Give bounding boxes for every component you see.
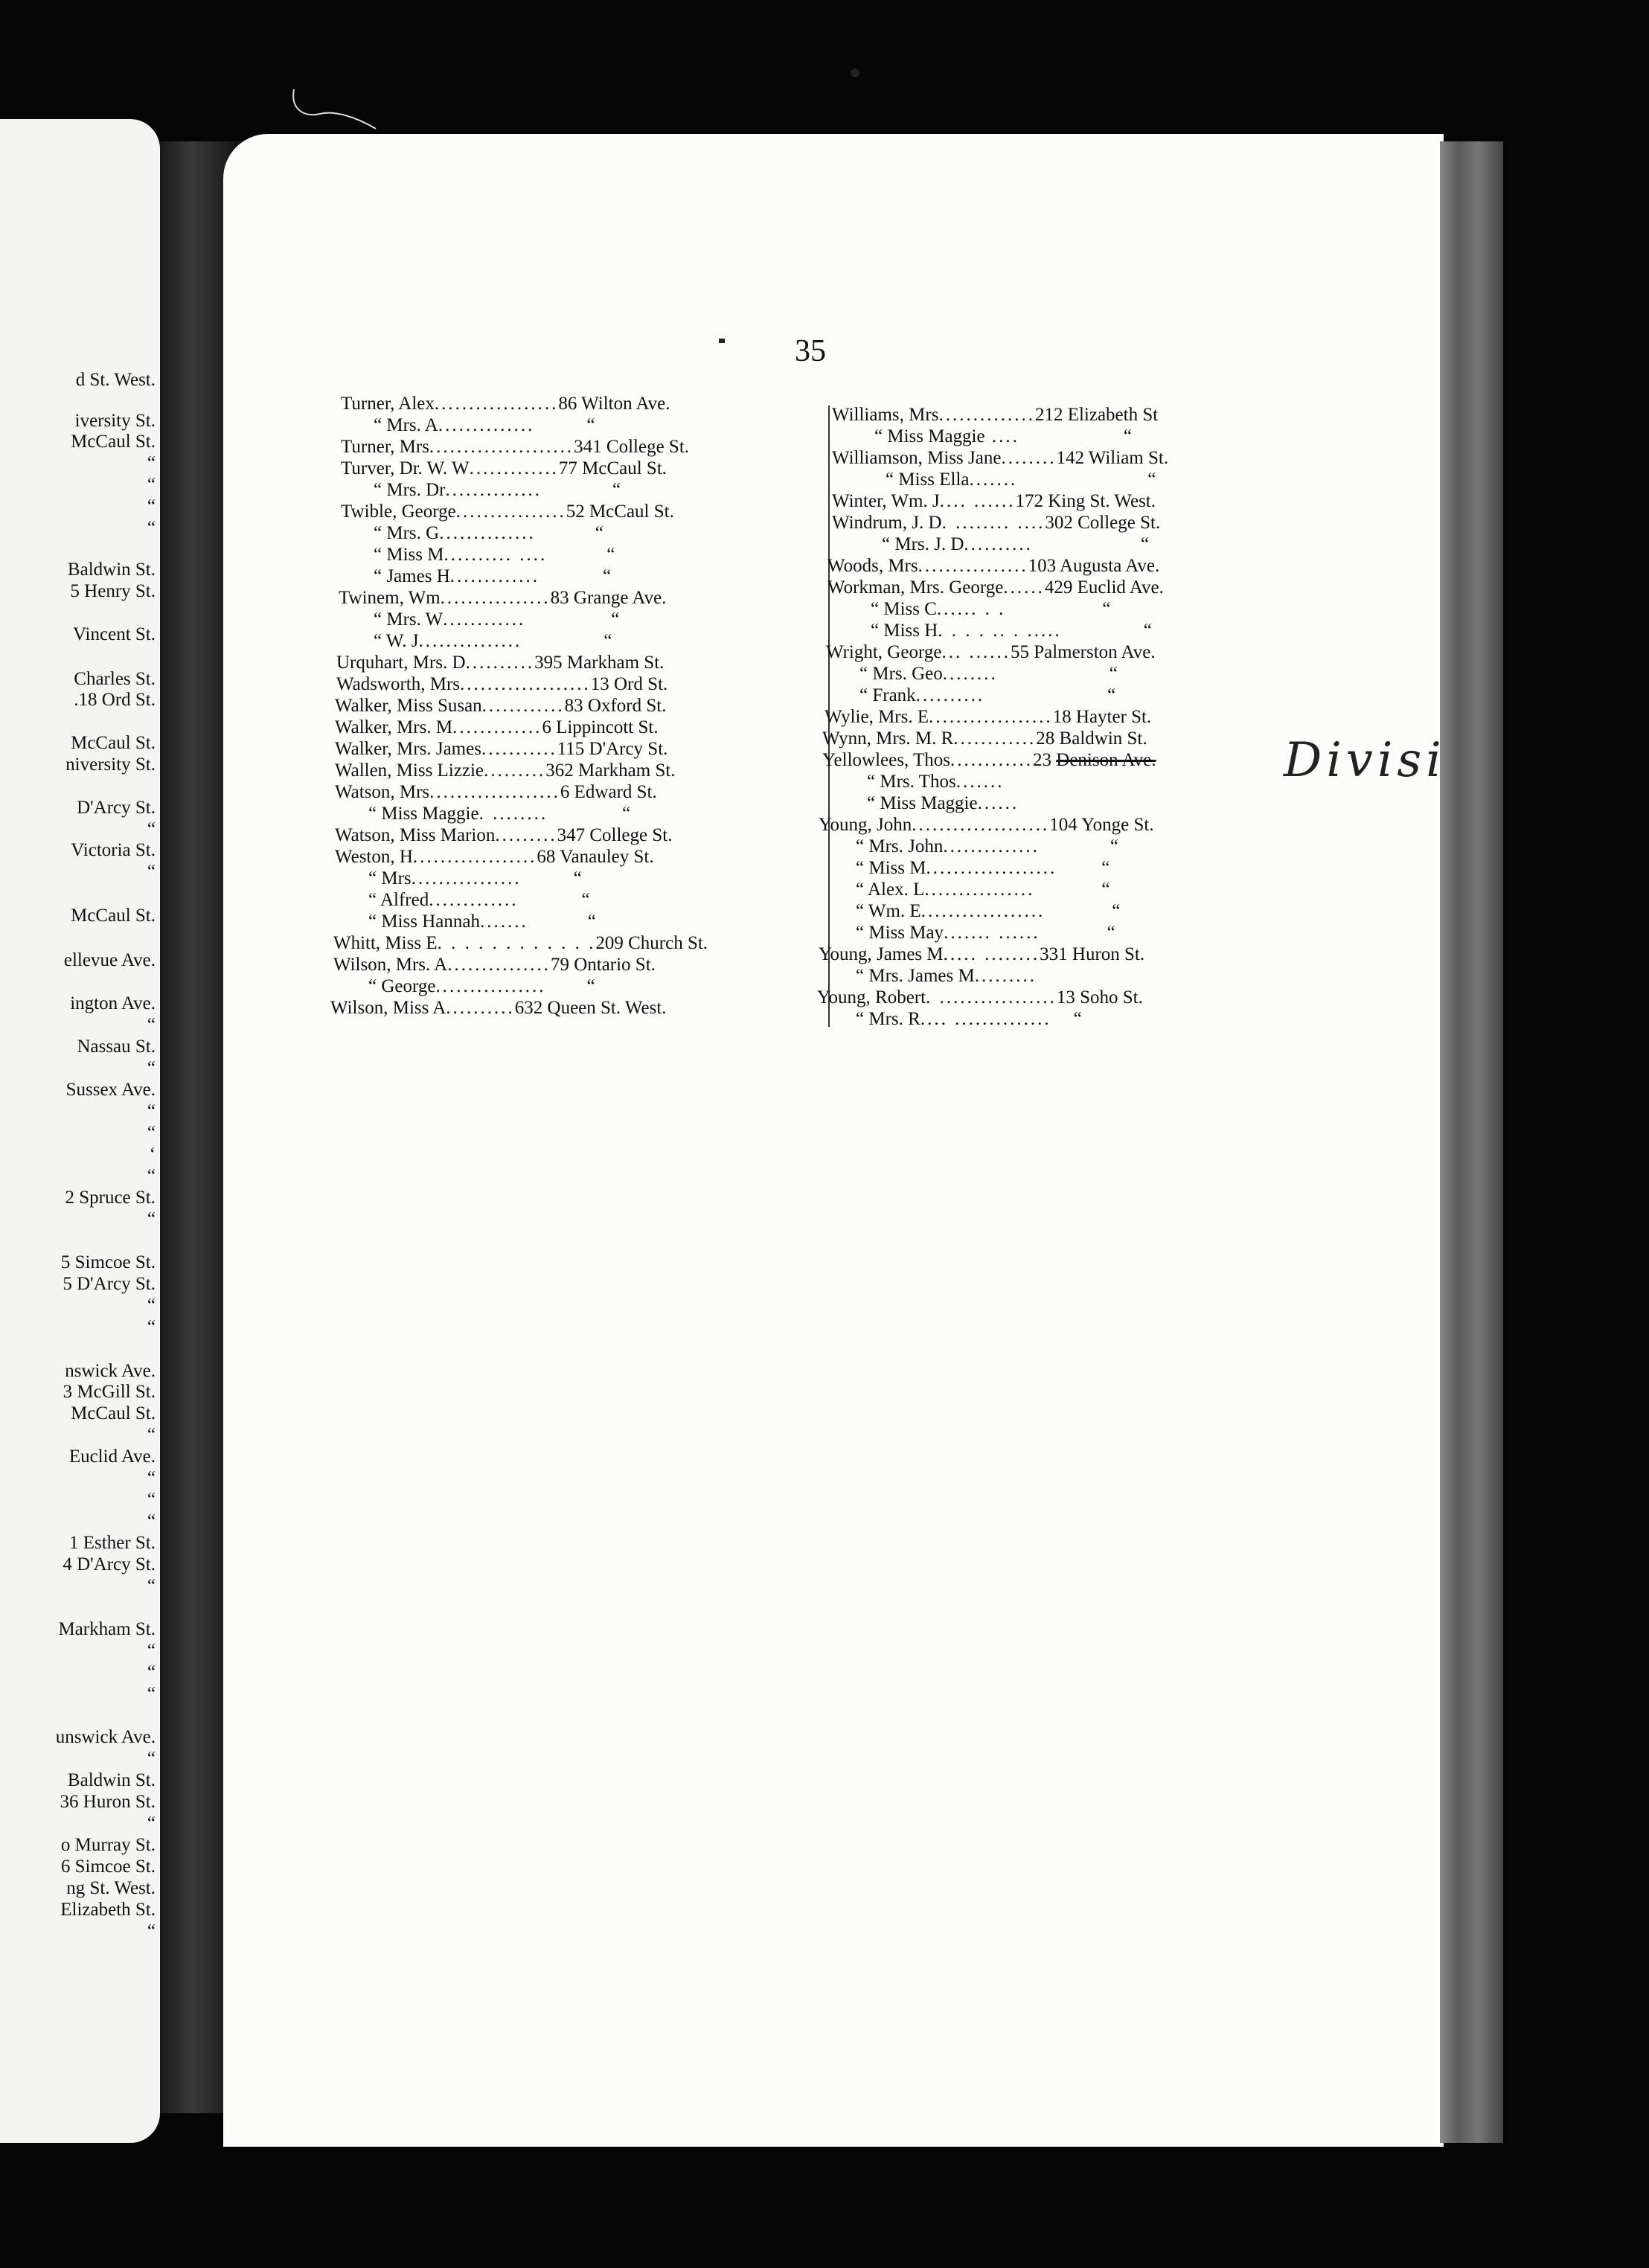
page-number: 35 <box>795 334 826 368</box>
entry-name: “ Miss M <box>856 858 926 878</box>
left-fragment: “ <box>147 496 156 516</box>
entry-leader: ................ <box>924 880 1035 900</box>
entry-name: Weston, H <box>335 847 413 867</box>
entry-leader: ........ <box>942 664 998 684</box>
left-fragment: “ <box>147 1749 156 1769</box>
entry-name: “ Miss Maggie <box>874 426 985 446</box>
entry-address: 13 Soho St. <box>1056 987 1143 1008</box>
left-fragment: Baldwin St. <box>67 1770 156 1790</box>
entry-name: Turver, Dr. W. W <box>341 458 470 478</box>
directory-entry <box>827 557 1159 575</box>
left-fragment: nswick Ave. <box>65 1361 156 1381</box>
directory-entry <box>374 545 615 564</box>
directory-entry <box>368 977 595 996</box>
directory-entry <box>822 751 1156 769</box>
left-fragment: “ <box>147 475 156 495</box>
left-fragment: Nassau St. <box>77 1037 156 1057</box>
entry-leader: .......... .... <box>444 545 548 565</box>
entry-leader: . ........ .... <box>941 513 1046 533</box>
left-fragment: “ <box>147 1468 156 1488</box>
entry-leader: . ........ <box>478 804 548 824</box>
entry-name: Wright, George <box>826 642 942 662</box>
entry-name: “ Wm. E <box>856 901 921 921</box>
directory-entry <box>341 438 689 456</box>
entry-name: Watson, Miss Marion <box>335 825 496 845</box>
entry-name: “ Mrs. W <box>374 609 444 630</box>
left-fragment: “ <box>147 1813 156 1833</box>
left-fragment: Sussex Ave. <box>65 1080 156 1100</box>
entry-name: “ Miss Maggie <box>368 804 479 824</box>
entry-address: “ <box>1147 470 1156 490</box>
handwritten-correction: Divisi <box>1284 733 1446 788</box>
directory-entry <box>333 955 656 974</box>
left-fragment: “ <box>147 1166 156 1186</box>
directory-entry <box>886 470 1156 489</box>
entry-name: Walker, Mrs. M <box>335 717 453 737</box>
entry-leader: .................... <box>912 815 1050 835</box>
entry-address: “ <box>612 480 621 500</box>
entry-name: “ Alfred <box>368 890 429 910</box>
entry-leader: ............ <box>481 696 565 716</box>
entry-name: “ Miss Maggie <box>867 793 978 813</box>
entry-address: “ <box>1101 858 1110 878</box>
left-fragment: “ <box>147 1576 156 1596</box>
entry-leader: ......... <box>484 760 546 781</box>
entry-address: 6 Lippincott St. <box>542 717 659 737</box>
entry-address: 347 College St. <box>557 825 673 845</box>
left-fragment: “ <box>147 1662 156 1682</box>
entry-leader: .................. <box>434 394 559 414</box>
directory-entry <box>368 912 596 931</box>
entry-leader: ............. <box>469 458 559 478</box>
entry-leader: .................. <box>920 901 1046 921</box>
entry-address: “ <box>1110 836 1118 856</box>
entry-address: 142 Wiliam St. <box>1056 448 1169 468</box>
entry-address: “ <box>1143 621 1152 641</box>
entry-address: 395 Markham St. <box>534 653 665 673</box>
entry-leader: ............... <box>418 631 522 651</box>
entry-name: Wylie, Mrs. E <box>824 707 929 727</box>
left-fragment: Vincent St. <box>73 624 156 644</box>
left-fragment: 3 McGill St. <box>63 1382 156 1402</box>
directory-entry <box>335 761 676 780</box>
entry-leader: .... <box>984 426 1019 446</box>
entry-name: Urquhart, Mrs. D <box>336 653 466 673</box>
directory-entry <box>368 869 582 888</box>
left-fragment: “ <box>147 453 156 473</box>
directory-entry <box>339 589 666 607</box>
directory-entry <box>341 502 674 521</box>
entry-address: 28 Baldwin St. <box>1036 728 1147 749</box>
directory-entry <box>333 934 708 952</box>
entry-leader: ................ <box>918 556 1028 576</box>
left-fragment: “ <box>147 1209 156 1229</box>
left-fragment: 4 D'Arcy St. <box>63 1554 156 1575</box>
directory-entry <box>832 406 1158 424</box>
entry-address: “ <box>595 523 603 543</box>
entry-leader: . ................. <box>926 987 1057 1008</box>
entry-address: “ <box>603 566 612 586</box>
entry-name: “ Miss M <box>374 545 444 565</box>
directory-entry <box>856 923 1115 942</box>
entry-name: Workman, Mrs. George <box>827 577 1004 598</box>
directory-entry <box>826 643 1156 662</box>
directory-entry <box>374 610 619 629</box>
left-fragment: “ <box>147 1015 156 1035</box>
entry-leader: .......... <box>446 998 515 1018</box>
entry-leader: ...... <box>977 793 1019 813</box>
left-fragment: ‘ <box>149 1144 156 1165</box>
entry-address: “ <box>1112 901 1121 921</box>
directory-entry <box>368 804 630 823</box>
entry-name: “ W. J <box>374 631 419 651</box>
entry-name: “ Miss Hannah <box>368 912 480 932</box>
entry-leader: ............. <box>449 566 539 586</box>
left-fragment: 2 Spruce St. <box>65 1188 156 1208</box>
entry-address: 429 Euclid Ave. <box>1044 577 1164 598</box>
entry-leader: ......... <box>974 966 1037 986</box>
entry-name: Woods, Mrs <box>827 556 918 576</box>
left-fragment: 5 Henry St. <box>70 581 156 601</box>
entry-address: 6 Edward St. <box>560 782 657 802</box>
entry-name: “ Mrs. Dr <box>374 480 446 500</box>
entry-leader: ........ <box>1001 448 1057 468</box>
entry-address: 68 Vanauley St. <box>537 847 654 867</box>
directory-entry <box>832 449 1168 467</box>
left-fragment: “ <box>147 518 156 538</box>
entry-name: Wilson, Mrs. A <box>333 955 448 975</box>
directory-entry <box>832 492 1156 510</box>
left-fragment: iversity St. <box>74 411 156 431</box>
entry-leader: ......... <box>495 825 557 845</box>
entry-address: 632 Queen St. West. <box>514 998 667 1018</box>
directory-entry <box>330 999 667 1017</box>
entry-name: “ Miss Ella <box>886 470 970 490</box>
directory-entry <box>824 708 1151 726</box>
directory-entry <box>335 718 659 737</box>
left-fragment: McCaul St. <box>71 1403 156 1423</box>
entry-address: 55 Palmerston Ave. <box>1010 642 1156 662</box>
entry-name: “ Mrs. R <box>856 1009 920 1029</box>
left-fragment: ellevue Ave. <box>63 950 156 970</box>
left-fragment: “ <box>147 1921 156 1941</box>
entry-name: Twible, George <box>341 502 456 522</box>
directory-entry <box>856 880 1110 899</box>
entry-address: 52 McCaul St. <box>566 502 674 522</box>
directory-entry <box>335 696 666 715</box>
entry-leader: . . . . .. . ..... <box>938 621 1062 641</box>
entry-leader: ............ <box>950 750 1034 770</box>
entry-leader: ... ...... <box>941 642 1011 662</box>
entry-leader: ....... <box>955 772 1005 792</box>
left-fragment: ington Ave. <box>70 993 156 1013</box>
entry-leader: .......... <box>915 685 985 705</box>
entry-name: “ James H <box>374 566 450 586</box>
entry-name: “ Frank <box>859 685 916 705</box>
directory-entry <box>822 729 1147 748</box>
entry-leader: . . . . . . . . . . . . <box>437 933 596 953</box>
entry-address: “ <box>586 976 595 996</box>
left-fragment: D'Arcy St. <box>77 798 156 818</box>
entry-name: Whitt, Miss E <box>333 933 438 953</box>
entry-leader: .............. <box>938 405 1035 425</box>
directory-entry <box>871 621 1152 640</box>
entry-leader: ................ <box>411 868 522 888</box>
entry-name: “ Mrs. G <box>374 523 440 543</box>
left-fragment: .18 Ord St. <box>74 690 156 710</box>
entry-name: “ Mrs. Geo <box>859 664 943 684</box>
left-fragment: unswick Ave. <box>55 1727 156 1747</box>
entry-leader: ....... <box>969 470 1018 490</box>
entry-leader: ................ <box>455 502 566 522</box>
directory-entry <box>374 632 612 650</box>
entry-leader: .... ...... <box>939 491 1016 511</box>
entry-name: Williamson, Miss Jane <box>832 448 1002 468</box>
directory-entry <box>341 459 667 478</box>
left-fragment: Elizabeth St. <box>60 1900 156 1920</box>
entry-name: Turner, Mrs <box>341 437 429 457</box>
entry-address: 331 Huron St. <box>1040 944 1145 964</box>
entry-address: “ <box>1102 599 1111 619</box>
entry-address: “ <box>587 912 596 932</box>
entry-name: “ Miss C <box>871 599 937 619</box>
entry-leader: .......... <box>964 534 1033 554</box>
directory-entry <box>856 902 1120 920</box>
entry-name: “ George <box>368 976 436 996</box>
entry-address: 341 College St. <box>574 437 690 457</box>
entry-address: “ <box>622 804 631 824</box>
left-fragment: 5 D'Arcy St. <box>63 1274 156 1294</box>
left-fragment: “ <box>147 1317 156 1337</box>
ink-spot <box>851 68 859 77</box>
entry-name: Young, John <box>819 815 912 835</box>
directory-entry <box>335 740 667 758</box>
entry-leader: .............. <box>445 480 542 500</box>
directory-entry <box>335 783 657 801</box>
left-fragment: “ <box>147 1684 156 1704</box>
entry-address: 83 Oxford St. <box>564 696 667 716</box>
left-fragment: McCaul St. <box>71 906 156 926</box>
left-fragment: “ <box>147 1425 156 1445</box>
entry-name: Wilson, Miss A <box>330 998 446 1018</box>
left-fragment: niversity St. <box>65 755 156 775</box>
entry-address: 86 Wilton Ave. <box>558 394 670 414</box>
left-page <box>0 119 160 2143</box>
right-page <box>223 134 1444 2147</box>
entry-leader: .................. <box>412 847 537 867</box>
left-fragment: d St. West. <box>75 370 156 390</box>
entry-address: “ <box>611 609 620 630</box>
entry-address: 212 Elizabeth St <box>1034 405 1159 425</box>
left-fragment: Euclid Ave. <box>68 1447 156 1467</box>
directory-entry <box>374 524 603 542</box>
entry-name: Young, Robert <box>817 987 926 1008</box>
directory-entry <box>867 772 1004 791</box>
entry-address: “ <box>581 890 590 910</box>
ink-spot <box>719 339 725 343</box>
entry-name: “ Mrs. John <box>856 836 944 856</box>
entry-name: “ Miss May <box>856 923 944 943</box>
entry-name: Walker, Mrs. James <box>335 739 481 759</box>
struck-address: Denison Ave. <box>1056 750 1156 770</box>
directory-entry <box>341 394 670 413</box>
entry-address: “ <box>1107 923 1115 943</box>
entry-name: “ Mrs. A <box>374 415 438 435</box>
entry-address: 23 <box>1033 750 1052 770</box>
directory-entry <box>819 816 1154 834</box>
entry-leader: ..... ........ <box>943 944 1040 964</box>
entry-name: Watson, Mrs <box>335 782 430 802</box>
left-fragment: “ <box>147 1641 156 1661</box>
entry-leader: ................ <box>435 976 546 996</box>
entry-leader: ................ <box>440 588 551 608</box>
directory-entry <box>817 988 1143 1007</box>
entry-leader: ........... <box>481 739 557 759</box>
directory-entry <box>368 891 590 909</box>
directory-entry <box>871 600 1111 618</box>
entry-address: “ <box>1123 426 1132 446</box>
entry-address: “ <box>1140 534 1150 554</box>
entry-leader: ............ <box>953 728 1037 749</box>
left-fragment: 6 Simcoe St. <box>60 1857 156 1877</box>
entry-leader: .......... <box>465 653 535 673</box>
entry-name: Wallen, Miss Lizzie <box>335 760 484 781</box>
directory-entry <box>856 859 1110 877</box>
entry-address: “ <box>586 415 595 435</box>
directory-entry <box>832 513 1160 532</box>
left-fragment: McCaul St. <box>71 432 156 452</box>
entry-leader: ................... <box>429 782 560 802</box>
left-fragment: Charles St. <box>74 669 156 689</box>
directory-entry <box>335 826 672 845</box>
entry-leader: ............ <box>443 609 526 630</box>
entry-leader: ....... ...... <box>944 923 1040 943</box>
entry-address: “ <box>1101 880 1110 900</box>
entry-address: 13 Ord St. <box>590 674 668 694</box>
entry-name: Windrum, J. D <box>832 513 942 533</box>
entry-address: 172 King St. West. <box>1015 491 1156 511</box>
entry-address: 104 Yonge St. <box>1049 815 1154 835</box>
entry-name: Williams, Mrs <box>832 405 939 425</box>
directory-entry <box>859 664 1118 683</box>
entry-address: 83 Grange Ave. <box>550 588 667 608</box>
left-fragment: “ <box>147 819 156 839</box>
entry-name: Young, James M <box>819 944 944 964</box>
entry-address: 79 Ontario St. <box>550 955 656 975</box>
entry-leader: ............. <box>452 717 542 737</box>
left-fragment: ng St. West. <box>66 1878 156 1898</box>
entry-name: Yellowlees, Thos <box>822 750 951 770</box>
entry-name: “ Alex. L <box>856 880 925 900</box>
left-fragment: 1 Esther St. <box>69 1533 156 1553</box>
entry-address: 362 Markham St. <box>545 760 676 781</box>
directory-entry <box>374 567 611 586</box>
directory-entry <box>874 427 1132 446</box>
entry-leader: .............. <box>439 523 536 543</box>
entry-leader: ..................... <box>429 437 574 457</box>
left-fragment: o Murray St. <box>60 1835 156 1855</box>
entry-name: Wadsworth, Mrs <box>336 674 461 694</box>
entry-address: 77 McCaul St. <box>558 458 667 478</box>
entry-leader: ................... <box>460 674 591 694</box>
directory-entry <box>336 653 664 672</box>
directory-entry <box>867 794 1019 813</box>
entry-name: “ Mrs. J. D <box>882 534 964 554</box>
left-fragment: “ <box>147 1295 156 1316</box>
left-fragment: “ <box>147 862 156 882</box>
page-edge <box>1440 141 1503 2143</box>
entry-address: “ <box>603 631 612 651</box>
entry-name: Twinem, Wm <box>339 588 441 608</box>
left-fragment: 36 Huron St. <box>60 1792 156 1812</box>
left-fragment: “ <box>147 1490 156 1510</box>
left-fragment: Baldwin St. <box>67 560 156 580</box>
left-fragment: “ <box>147 1511 156 1531</box>
directory-entry <box>336 675 667 693</box>
entry-name: Walker, Miss Susan <box>335 696 482 716</box>
entry-address: 115 D'Arcy St. <box>557 739 668 759</box>
entry-address: “ <box>606 545 615 565</box>
left-fragment: Victoria St. <box>71 840 156 860</box>
entry-address: 209 Church St. <box>595 933 708 953</box>
entry-address: 18 Hayter St. <box>1052 707 1152 727</box>
entry-address: “ <box>1109 664 1118 684</box>
left-fragment: “ <box>147 1123 156 1143</box>
entry-name: “ Miss H <box>871 621 938 641</box>
entry-leader: ............... <box>447 955 551 975</box>
directory-entry <box>819 945 1144 964</box>
entry-address: 302 College St. <box>1045 513 1161 533</box>
entry-leader: .............. <box>438 415 535 435</box>
thread-mark <box>275 88 380 132</box>
entry-address: “ <box>573 868 582 888</box>
left-fragment: Markham St. <box>58 1619 156 1639</box>
entry-leader: .... .............. <box>920 1009 1051 1029</box>
entry-address: “ <box>1107 685 1116 705</box>
entry-leader: .............. <box>943 836 1040 856</box>
directory-entry <box>856 967 1037 985</box>
directory-entry <box>882 535 1149 554</box>
entry-leader: ...... <box>1003 577 1045 598</box>
entry-name: Wynn, Mrs. M. R <box>822 728 954 749</box>
left-fragment: 5 Simcoe St. <box>60 1252 156 1272</box>
directory-entry <box>374 481 621 499</box>
entry-leader: .................. <box>929 707 1053 727</box>
entry-name: Turner, Alex <box>341 394 435 414</box>
entry-name: Winter, Wm. J <box>832 491 940 511</box>
directory-entry <box>856 837 1118 856</box>
entry-address: “ <box>1073 1009 1082 1029</box>
entry-name: “ Mrs. Thos <box>867 772 956 792</box>
directory-entry <box>335 848 654 866</box>
entry-leader: ............. <box>429 890 519 910</box>
directory-entry <box>856 1010 1082 1028</box>
entry-leader: ....... <box>479 912 528 932</box>
entry-name: “ Mrs <box>368 868 412 888</box>
left-fragment: “ <box>147 1058 156 1078</box>
left-fragment: “ <box>147 1101 156 1121</box>
entry-address: 103 Augusta Ave. <box>1028 556 1160 576</box>
directory-entry <box>827 578 1164 597</box>
left-fragment: McCaul St. <box>71 733 156 753</box>
entry-leader: ...... . . <box>936 599 1006 619</box>
directory-entry <box>374 416 595 435</box>
entry-leader: ................... <box>926 858 1057 878</box>
directory-entry <box>859 686 1115 705</box>
entry-name: “ Mrs. James M <box>856 966 975 986</box>
